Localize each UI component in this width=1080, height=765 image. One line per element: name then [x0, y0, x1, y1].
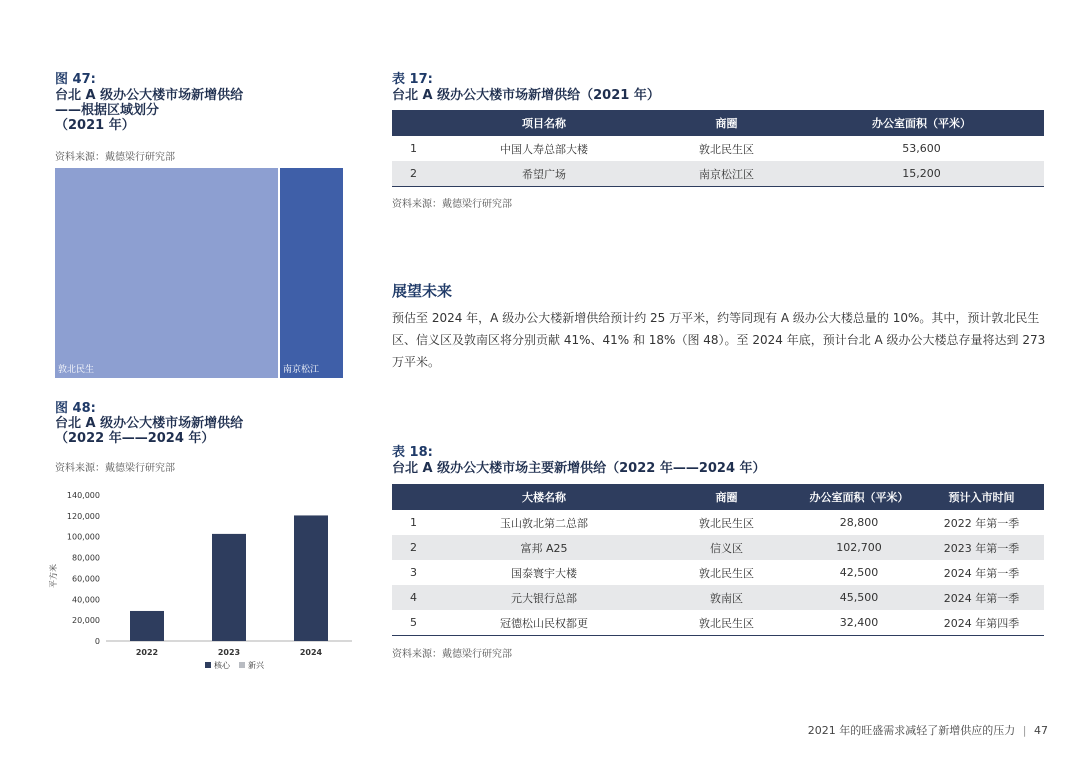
table-row	[392, 510, 1044, 535]
table18-header: 商圈	[654, 484, 799, 510]
table-cell: 2023 年第一季	[919, 535, 1044, 560]
fig47-treemap	[55, 168, 343, 378]
table17-header: 项目名称	[434, 110, 654, 136]
table-cell: 1	[410, 142, 417, 155]
table-cell: 2024 年第一季	[919, 585, 1044, 610]
fig48-bar-chart	[40, 480, 360, 680]
table-row	[392, 136, 1044, 161]
table17-title: 台北 A 级办公大楼市场新增供给（2021 年）	[392, 88, 660, 103]
table-cell: 敦南区	[654, 585, 799, 610]
legend-swatch	[239, 662, 245, 668]
table-cell: 32,400	[799, 610, 919, 636]
table-row	[392, 535, 1044, 560]
table-cell: 希望广场	[434, 161, 654, 187]
footer-text: 2021 年的旺盛需求减轻了新增供应的压力	[807, 724, 1016, 737]
table18	[392, 484, 1044, 636]
table-row	[392, 161, 1044, 187]
fig47-title-line: （2021 年）	[55, 118, 135, 133]
table-cell: 2024 年第一季	[943, 566, 1020, 580]
fig47-source: 资料来源：戴德梁行研究部	[55, 152, 175, 163]
table-cell: 5	[392, 610, 434, 636]
table17	[392, 110, 1044, 187]
y-tick-label: 80,000	[72, 553, 100, 563]
table-cell: 敦北民生区	[699, 516, 754, 530]
table-cell: 2	[392, 161, 434, 187]
table-cell: 中国人寿总部大楼	[500, 142, 588, 156]
legend-swatch	[205, 662, 211, 668]
legend-label: 新兴	[248, 661, 264, 670]
bar-2023	[212, 534, 246, 641]
table-cell: 53,600	[902, 142, 941, 155]
table18-header: 大楼名称	[434, 484, 654, 510]
table-cell: 敦北民生区	[699, 142, 754, 156]
fig48-title-line: （2022 年——2024 年）	[55, 431, 215, 446]
table-cell: 2024 年第四季	[919, 610, 1044, 636]
treemap-label: 敦北民生	[58, 365, 95, 375]
table-cell: 28,800	[839, 516, 879, 529]
table-cell: 元大银行总部	[434, 585, 654, 610]
table18-title: 台北 A 级办公大楼市场主要新增供给（2022 年——2024 年）	[392, 461, 766, 476]
table18-source: 资料来源：戴德梁行研究部	[392, 649, 512, 660]
table18-header: 预计入市时间	[919, 484, 1044, 510]
x-tick-label: 2024	[299, 648, 323, 657]
y-tick-label: 100,000	[66, 532, 100, 542]
table-row	[392, 585, 1044, 610]
treemap-cell-dunbei-minsheng	[55, 168, 278, 378]
fig47-number: 图 47:	[55, 72, 96, 87]
table18-header-row	[392, 484, 1044, 510]
table-cell: 2022 年第一季	[943, 516, 1020, 530]
table-cell: 玉山敦北第二总部	[500, 516, 588, 530]
page-number: 47	[1034, 724, 1048, 737]
table-cell: 富邦 A25	[434, 535, 654, 560]
table17-header: 办公室面积（平米）	[799, 110, 1044, 136]
table17-number: 表 17:	[392, 72, 433, 87]
treemap-label: 南京松江	[283, 365, 320, 375]
table-cell: 15,200	[799, 161, 1044, 187]
y-tick-label: 20,000	[72, 616, 100, 626]
table-row	[392, 560, 1044, 585]
y-tick-label: 60,000	[72, 574, 100, 584]
table-cell: 2	[392, 535, 434, 560]
y-tick-label: 40,000	[72, 595, 100, 605]
table-cell: 南京松江区	[654, 161, 799, 187]
table-cell: 45,500	[799, 585, 919, 610]
table17-header: 商圈	[654, 110, 799, 136]
footer-divider: |	[1022, 724, 1027, 737]
chart-y-axis-label: 平方米	[49, 564, 58, 588]
table17-header	[392, 110, 434, 136]
table-cell: 敦北民生区	[699, 566, 754, 580]
legend-label: 核心	[214, 661, 230, 670]
page-footer	[760, 722, 1048, 738]
table18-number: 表 18:	[392, 445, 433, 460]
table-cell: 4	[392, 585, 434, 610]
table18-header: 办公室面积（平米）	[799, 484, 919, 510]
treemap-cell-nanjing-songjiang	[280, 168, 343, 378]
table-cell: 信义区	[654, 535, 799, 560]
table-cell: 冠德松山民权都更	[434, 610, 654, 636]
table-cell: 3	[410, 566, 417, 579]
table-row	[392, 610, 1044, 636]
y-tick-label: 0	[94, 637, 100, 646]
table-cell: 敦北民生区	[654, 610, 799, 636]
fig48-title	[55, 416, 243, 446]
fig48-number: 图 48:	[55, 401, 96, 416]
table-cell: 国泰寰宇大楼	[511, 566, 577, 580]
table-cell: 42,500	[839, 566, 879, 579]
x-tick-label: 2022	[135, 648, 159, 657]
outlook-heading: 展望未来	[392, 282, 453, 300]
table17-source: 资料来源：戴德梁行研究部	[392, 199, 512, 210]
y-tick-label: 120,000	[66, 511, 100, 521]
fig47-title-line: 台北 A 级办公大楼市场新增供给	[55, 88, 244, 103]
table17-header-row	[392, 110, 1044, 136]
bar-2024	[294, 515, 328, 641]
fig48-source: 资料来源：戴德梁行研究部	[55, 463, 175, 474]
bar-2022	[130, 611, 164, 641]
table-cell: 102,700	[799, 535, 919, 560]
table-cell: 1	[410, 516, 417, 529]
chart-legend	[205, 660, 265, 670]
y-tick-label: 140,000	[66, 491, 100, 500]
table18-header	[392, 484, 434, 510]
outlook-paragraph: 预估至 2024 年，A 级办公大楼新增供给预计约 25 万平米，约等同现有 A 级办公大楼总量的 10%。其中，预计敦北民生区、信义区及敦南区将分别贡献 41%、41% 和 18%（图 48）。至 2024 年底，预计台北 A 级办公大楼总存量将达到 273 万平米。	[392, 311, 1046, 369]
fig47-title	[55, 88, 243, 133]
fig47-title-line: ——根据区域划分	[55, 103, 160, 118]
fig48-title-line: 台北 A 级办公大楼市场新增供给	[55, 416, 244, 431]
x-tick-label: 2023	[217, 648, 241, 657]
